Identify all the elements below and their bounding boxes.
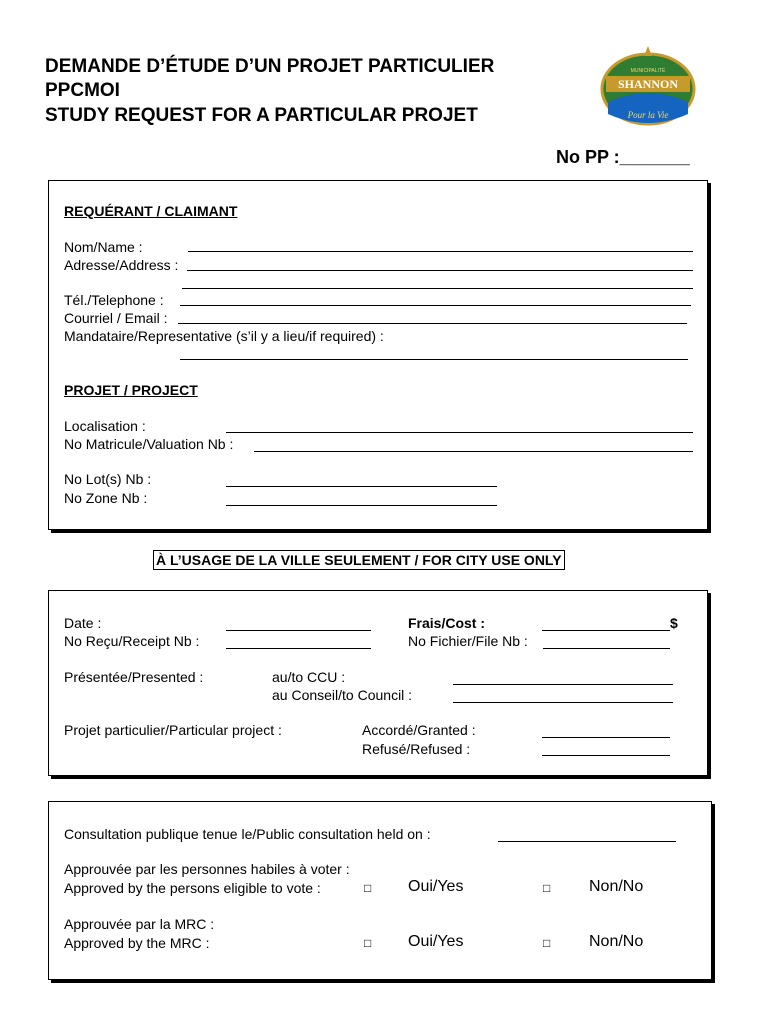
- valuation-field[interactable]: [254, 451, 693, 452]
- zone-label: No Zone Nb :: [64, 490, 148, 506]
- address-label: Adresse/Address :: [64, 257, 179, 273]
- mrc-no-label: Non/No: [589, 933, 644, 950]
- project-heading: PROJET / PROJECT: [64, 382, 198, 398]
- title-en: STUDY REQUEST FOR A PARTICULAR PROJET: [45, 105, 478, 126]
- location-field[interactable]: [226, 432, 693, 433]
- name-label: Nom/Name :: [64, 239, 143, 255]
- name-field[interactable]: [188, 251, 693, 252]
- no-pp-label: No PP :_______: [556, 147, 690, 167]
- council-field[interactable]: [453, 702, 673, 703]
- lots-label: No Lot(s) Nb :: [64, 471, 152, 487]
- granted-label: Accordé/Granted :: [362, 722, 476, 738]
- voters-yes-checkbox[interactable]: □: [364, 881, 372, 895]
- consultation-date-field[interactable]: [498, 841, 676, 842]
- voters-label-fr: Approuvée par les personnes habiles à voter :: [64, 861, 350, 877]
- representative-label: Mandataire/Representative (s’il y a lieu/if required) :: [64, 328, 384, 344]
- refused-field[interactable]: [542, 755, 670, 756]
- presented-label: Présentée/Presented :: [64, 669, 204, 685]
- receipt-label: No Reçu/Receipt Nb :: [64, 633, 200, 649]
- voters-yes-label: Oui/Yes: [408, 878, 464, 895]
- ccu-field[interactable]: [453, 684, 673, 685]
- file-field[interactable]: [543, 648, 670, 649]
- receipt-field[interactable]: [226, 648, 371, 649]
- mrc-label-fr: Approuvée par la MRC :: [64, 916, 215, 932]
- email-label: Courriel / Email :: [64, 310, 168, 326]
- logo-name: SHANNON: [617, 77, 679, 91]
- representative-field[interactable]: [180, 359, 688, 360]
- cost-suffix: $: [670, 615, 678, 631]
- mrc-yes-checkbox[interactable]: □: [364, 936, 372, 950]
- ccu-label: au/to CCU :: [272, 669, 346, 685]
- date-field[interactable]: [226, 630, 371, 631]
- title-fr: DEMANDE D’ÉTUDE D’UN PROJET PARTICULIER: [45, 56, 495, 77]
- logo-motto: Pour la Vie: [627, 110, 669, 120]
- file-label: No Fichier/File Nb :: [408, 633, 528, 649]
- mrc-no-checkbox[interactable]: □: [543, 936, 551, 950]
- lots-field[interactable]: [226, 486, 497, 487]
- address-field[interactable]: [187, 270, 693, 271]
- cost-label: Frais/Cost :: [408, 615, 486, 631]
- council-label: au Conseil/to Council :: [272, 687, 413, 703]
- mrc-label-en: Approved by the MRC :: [64, 935, 210, 951]
- phone-label: Tél./Telephone :: [64, 292, 164, 308]
- shannon-logo: [600, 44, 696, 128]
- email-field[interactable]: [178, 323, 687, 324]
- cost-field[interactable]: [542, 630, 670, 631]
- mrc-yes-label: Oui/Yes: [408, 933, 464, 950]
- date-label: Date :: [64, 615, 102, 631]
- city-use-heading: À L’USAGE DE LA VILLE SEULEMENT / FOR CITY USE ONLY: [153, 550, 565, 570]
- zone-field[interactable]: [226, 505, 497, 506]
- location-label: Localisation :: [64, 418, 146, 434]
- voters-label-en: Approved by the persons eligible to vote :: [64, 880, 321, 896]
- granted-field[interactable]: [542, 737, 670, 738]
- voters-no-checkbox[interactable]: □: [543, 881, 551, 895]
- consultation-held-label: Consultation publique tenue le/Public consultation held on :: [64, 826, 431, 842]
- address-field-line-2[interactable]: [182, 288, 693, 289]
- title-code: PPCMOI: [45, 80, 120, 101]
- particular-label: Projet particulier/Particular project :: [64, 722, 282, 738]
- claimant-heading: REQUÉRANT / CLAIMANT: [64, 203, 238, 219]
- valuation-label: No Matricule/Valuation Nb :: [64, 436, 234, 452]
- refused-label: Refusé/Refused :: [362, 741, 471, 757]
- logo-top-text: MUNICIPALITÉ: [630, 68, 666, 74]
- voters-no-label: Non/No: [589, 878, 644, 895]
- phone-field[interactable]: [180, 305, 691, 306]
